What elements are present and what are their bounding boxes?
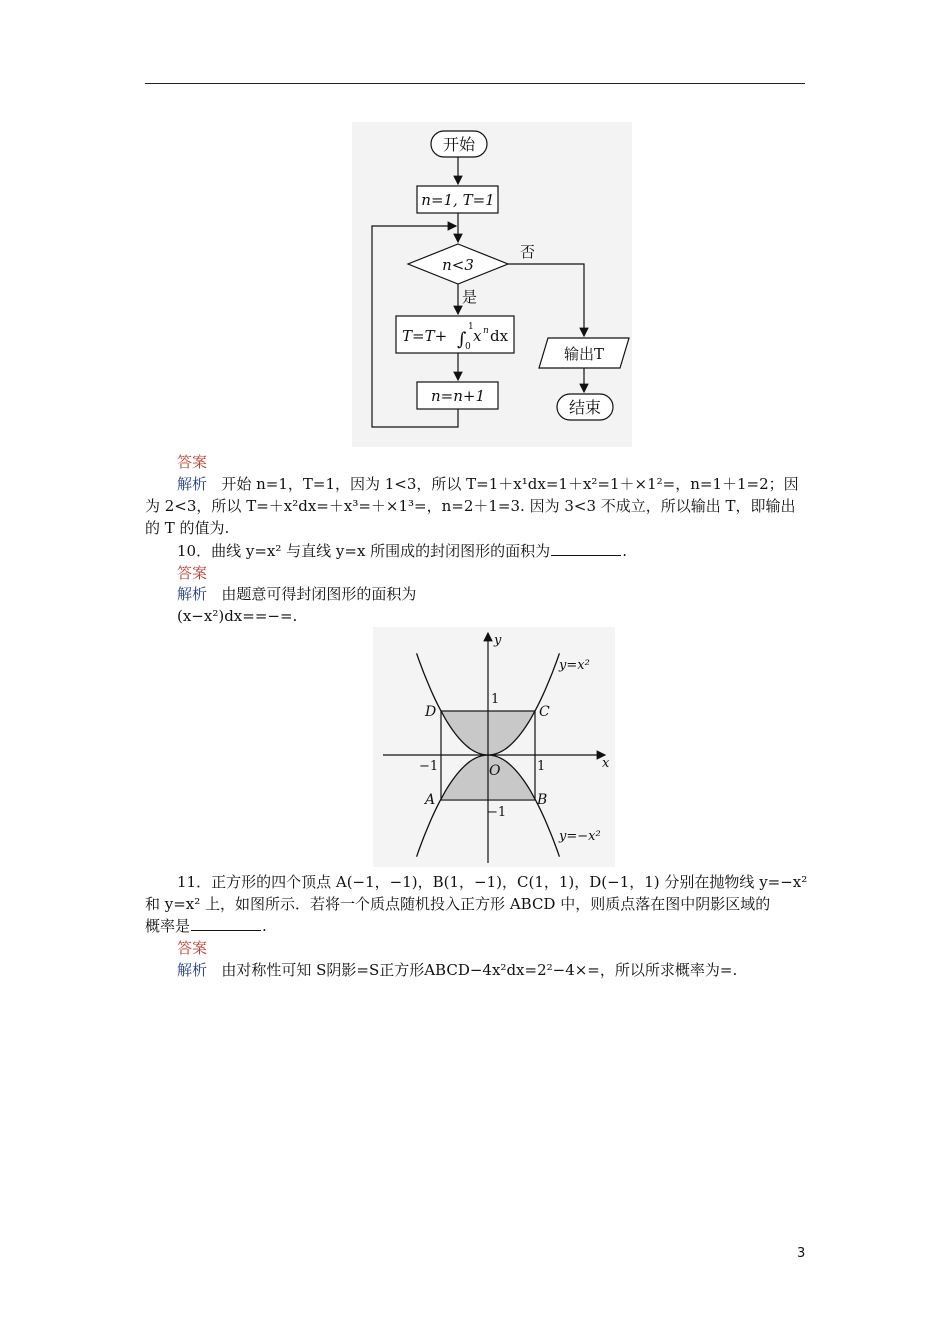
q9-text-line1: 开始 n=1，T=1，因为 1<3，所以 T=1＋x¹dx=1＋x²=1＋×1²=，n=1＋1=2；因	[221, 475, 799, 493]
y-axis-label: y	[494, 633, 502, 648]
q9-answer-label: 答案	[177, 453, 208, 471]
curve-up-label: y=x²	[559, 658, 590, 673]
no-label: 否	[520, 243, 536, 261]
integral-lower: 0	[465, 342, 471, 352]
yes-label: 是	[462, 288, 478, 306]
curve-down-label: y=−x²	[559, 829, 601, 844]
flowchart-figure	[352, 122, 632, 447]
tick-x-1: 1	[537, 759, 546, 774]
output-label: 输出T	[563, 345, 605, 363]
q11-line3-text: 概率是	[145, 917, 191, 935]
start-label: 开始	[442, 135, 476, 154]
q10-analysis-text: 由题意可得封闭图形的面积为	[221, 585, 417, 603]
integrand: x	[473, 327, 482, 345]
page-number: 3	[797, 1246, 806, 1261]
end-label: 结束	[568, 398, 602, 417]
tick-x-neg1: −1	[419, 759, 439, 774]
tick-y-1: 1	[491, 692, 500, 707]
vertex-c: C	[539, 704, 550, 720]
q10-question-text: 10．曲线 y=x² 与直线 y=x 所围成的封闭图形的面积为	[177, 542, 551, 560]
q9-text-line3: 的 T 的值为.	[145, 519, 230, 537]
integral-upper: 1	[468, 322, 474, 332]
flowchart-svg	[352, 122, 632, 447]
init-label: n=1, T=1	[421, 191, 495, 209]
integrand-exponent: n	[483, 326, 489, 336]
integral-sign: ∫	[457, 329, 467, 350]
q9-analysis-line1	[177, 474, 799, 494]
x-axis-label: x	[602, 756, 610, 771]
q11-line2: 和 y=x² 上，如图所示．若将一个质点随机投入正方形 ABCD 中，则质点落在图中阴影区域的	[145, 895, 771, 913]
vertex-a: A	[425, 792, 436, 808]
header-rule	[145, 83, 805, 84]
q11-line3	[145, 916, 267, 936]
q10-formula: (x−x²)dx==−=.	[177, 607, 298, 625]
q11-analysis-label: 解析	[177, 961, 208, 979]
q9-analysis-label: 解析	[177, 475, 208, 493]
q11-answer-label: 答案	[177, 939, 208, 957]
update-prefix: T=T+	[402, 327, 448, 345]
q10-question	[177, 541, 627, 561]
q10-answer-blank	[551, 542, 621, 556]
parabola-svg	[373, 627, 615, 867]
q10-answer-label: 答案	[177, 564, 208, 582]
q10-analysis	[177, 584, 416, 604]
q11-answer-blank	[191, 917, 261, 931]
parabola-figure	[373, 627, 615, 867]
vertex-b: B	[537, 792, 548, 808]
integral-dx: dx	[490, 327, 509, 345]
origin-label: O	[489, 763, 501, 779]
q11-analysis	[177, 960, 737, 980]
q11-line1: 11．正方形的四个顶点 A(−1，−1)，B(1，−1)，C(1，1)，D(−1，1) 分别在抛物线 y=−x²	[177, 873, 808, 891]
q10-question-end: .	[622, 542, 627, 560]
condition-label: n<3	[442, 256, 474, 274]
vertex-d: D	[425, 704, 437, 720]
q9-text-line2: 为 2<3，所以 T=＋x²dx=＋x³=＋×1³=，n=2＋1=3. 因为 3<3 不成立，所以输出 T，即输出	[145, 497, 796, 515]
tick-y-neg1: −1	[487, 805, 507, 820]
q11-line3-end: .	[262, 917, 267, 935]
q11-analysis-text: 由对称性可知 S阴影=S正方形ABCD−4x²dx=2²−4×=，所以所求概率为=.	[221, 961, 738, 979]
increment-label: n=n+1	[430, 387, 486, 405]
q10-analysis-label: 解析	[177, 585, 208, 603]
